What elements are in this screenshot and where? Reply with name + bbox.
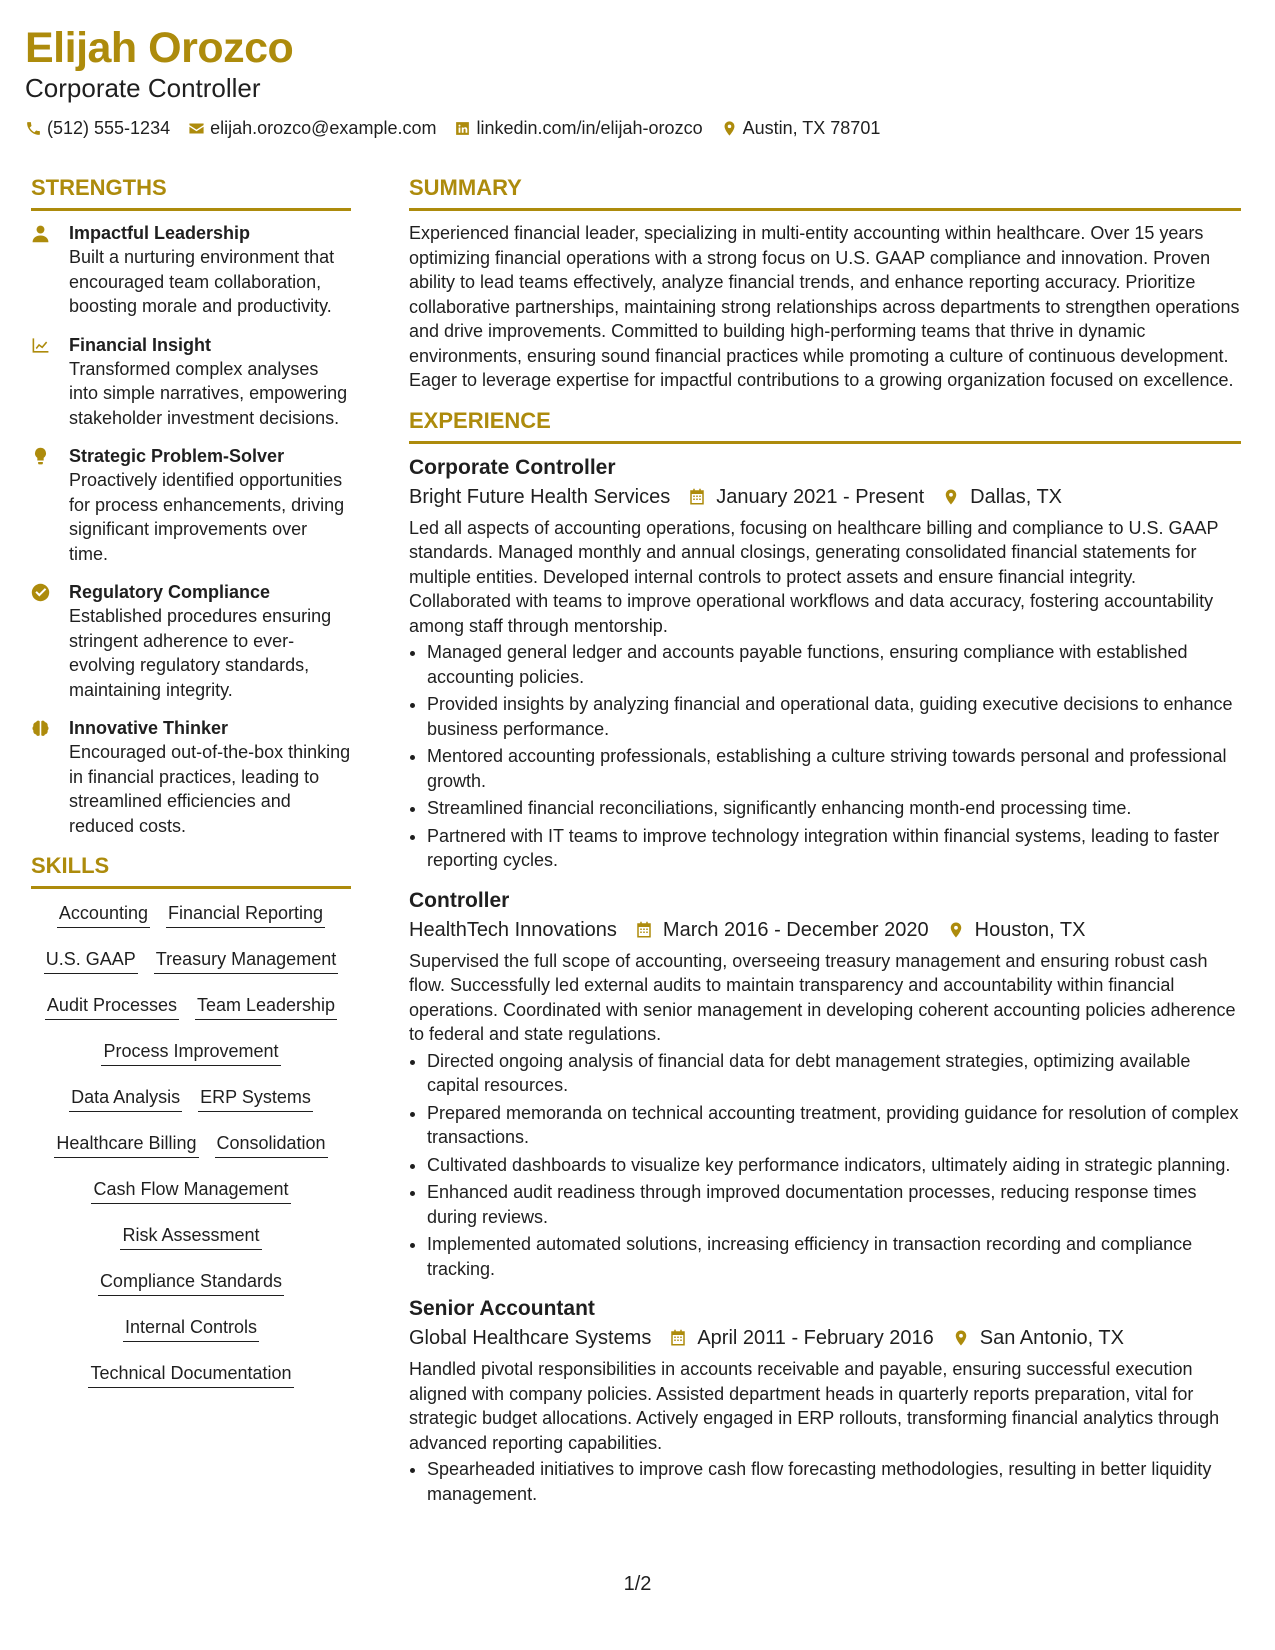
map-pin-icon [952,1329,970,1347]
left-column [31,174,351,1407]
bullet-item: • Prepared memoranda on technical accounting treatment, providing guidance for resolution of complex transactions. [427,1101,1241,1150]
contact-phone [25,116,170,140]
location-text: Austin, TX 78701 [742,118,881,138]
map-pin-icon [721,120,738,137]
strength-item [31,333,351,431]
strength-item [31,221,351,319]
bullet-item: • Mentored accounting professionals, establishing a culture striving towards personal and professional growth. [427,744,1241,793]
chart-line-icon [31,336,50,355]
experience-heading: EXPERIENCE [409,407,1241,444]
strength-desc: Established procedures ensuring stringent adherence to ever-evolving regulatory standards, maintaining integrity. [69,606,332,700]
skill-tag: Cash Flow Management [91,1177,290,1204]
strength-item [31,444,351,566]
linkedin-icon [454,120,471,137]
bullet-item: • Implemented automated solutions, increasing efficiency in transaction recording and compliance tracking. [427,1232,1241,1281]
lightbulb-icon [31,447,50,466]
bullet-item: • Spearheaded initiatives to improve cash flow forecasting methodologies, resulting in better liquidity management. [427,1457,1241,1506]
map-pin-icon [942,488,960,506]
bullet-item: • Streamlined financial reconciliations, significantly enhancing month-end processing time. [427,796,1241,821]
strength-title: Strategic Problem-Solver [69,446,285,466]
strength-desc: Transformed complex analyses into simple narratives, empowering stakeholder investment decisions. [69,358,348,428]
job-location: San Antonio, TX [979,1327,1124,1349]
skill-tag: Team Leadership [195,993,337,1020]
contact-linkedin[interactable] [454,116,702,140]
job-dates: March 2016 - December 2020 [662,918,929,941]
calendar-icon [635,921,653,939]
calendar-icon [669,1329,687,1347]
job-dates: January 2021 - Present [716,485,925,508]
job-title: Senior Accountant [409,1297,595,1320]
bullet-item: • Cultivated dashboards to visualize key performance indicators, ultimately aiding in strategic planning. [427,1153,1241,1178]
job-description: Supervised the full scope of accounting, overseeing treasury management and ensuring robust cash flow. Successfully led external audits to maintain transparency and accountability within financial operations. Coordinated with senior management in developing coherent accounting policies adherence to federal and state regulations. [409,950,1236,1044]
skill-tag: Healthcare Billing [54,1131,198,1158]
job-meta [409,482,1241,512]
phone-icon [25,120,42,137]
right-column [409,174,1241,1520]
job-entry [409,1295,1241,1506]
job-title: Controller [409,888,510,912]
skill-tag: Treasury Management [154,947,338,974]
strength-title: Regulatory Compliance [69,582,271,602]
summary-heading: SUMMARY [409,174,1241,211]
brain-icon [31,719,50,738]
bullet-item: • Partnered with IT teams to improve technology integration within financial systems, leading to faster reporting cycles. [427,824,1241,873]
strength-desc: Built a nurturing environment that encouraged team collaboration, boosting morale and productivity. [69,247,335,316]
bullet-item: • Managed general ledger and accounts payable functions, ensuring compliance with established accounting policies. [427,640,1241,689]
strength-title: Innovative Thinker [69,718,229,738]
skill-tag: ERP Systems [198,1085,313,1112]
skill-tag: Process Improvement [101,1039,280,1066]
job-dates: April 2011 - February 2016 [697,1327,934,1349]
skill-tag: Consolidation [215,1131,328,1158]
job-entry [409,887,1241,1282]
summary-text: Experienced financial leader, specializing in multi-entity accounting within healthcare. Over 15 years optimizing financial operations with a strong focus on U.S. GAAP compliance and innovation. Proven ability to lead teams effectively, analyze financial trends, and enhance reporting accuracy. Prioritize collaborative partnerships, maintaining strong relationships across departments to strengthen operations and drive improvements. Committed to building high-performing teams that thrive in dynamic environments, ensuring sound financial practices while promoting a culture of continuous development. Eager to leverage expertise for impactful contributions to a growing organization focused on excellence. [409,223,1240,390]
linkedin-link[interactable]: linkedin.com/in/elijah-orozco [476,118,703,138]
skills-list [31,901,351,1388]
strength-item [31,580,351,702]
job-title: Corporate Controller [409,455,616,479]
job-company: Global Healthcare Systems [409,1327,652,1349]
check-circle-icon [31,583,50,602]
skill-tag: Technical Documentation [88,1361,293,1388]
candidate-title: Corporate Controller [25,73,261,103]
strength-title: Financial Insight [69,334,212,355]
skill-tag: Accounting [57,901,150,928]
page-number: 1/2 [623,1573,652,1595]
job-company: HealthTech Innovations [409,918,617,941]
job-bullets [409,640,1241,873]
phone-text: (512) 555-1234 [47,118,171,138]
skill-tag: Risk Assessment [120,1223,261,1250]
contact-email[interactable] [188,116,436,140]
strength-desc: Proactively identified opportunities for process enhancements, driving significant improvements over time. [69,470,345,564]
job-company: Bright Future Health Services [409,485,671,508]
strength-item [31,716,351,838]
job-meta [409,915,1241,945]
skill-tag: Internal Controls [123,1315,259,1342]
skill-tag: Financial Reporting [166,901,325,928]
bullet-item: • Directed ongoing analysis of financial data for debt management strategies, optimizing available capital resources. [427,1049,1241,1098]
skills-heading: SKILLS [31,852,351,889]
contact-location [721,116,881,140]
candidate-name: Elijah Orozco [25,24,294,72]
skill-tag: Audit Processes [45,993,179,1020]
bullet-item: • Provided insights by analyzing financial and operational data, guiding executive decisions to enhance business performance. [427,692,1241,741]
skill-tag: U.S. GAAP [44,947,138,974]
job-location: Dallas, TX [970,485,1063,508]
user-icon [31,224,50,243]
job-meta [409,1323,1241,1353]
job-entry [409,454,1241,873]
job-bullets [409,1457,1241,1506]
skill-tag: Compliance Standards [98,1269,284,1296]
calendar-icon [688,488,706,506]
strengths-heading: STRENGTHS [31,174,351,211]
strength-desc: Encouraged out-of-the-box thinking in financial practices, leading to streamlined efficiencies and reduced costs. [69,742,351,836]
job-description: Handled pivotal responsibilities in accounts receivable and payable, ensuring successful execution aligned with company policies. Assisted department heads in quarterly reports preparation, vital for strategic budget allocations. Actively engaged in ERP rollouts, transforming financial analytics through advanced reporting capabilities. [409,1359,1220,1453]
bullet-item: • Enhanced audit readiness through improved documentation processes, reducing response times during reviews. [427,1180,1241,1229]
job-description: Led all aspects of accounting operations, focusing on healthcare billing and compliance to U.S. GAAP standards. Managed monthly and annual closings, generating consolidated financial statements for multiple entities. Developed internal controls to protect assets and ensure financial integrity. Collaborated with teams to improve operational workflows and data accuracy, fostering accountability among staff through mentorship. [409,517,1219,636]
job-bullets [409,1049,1241,1282]
email-link[interactable]: elijah.orozco@example.com [210,118,437,138]
resume-header [25,22,1250,140]
skill-tag: Data Analysis [69,1085,182,1112]
strength-title: Impactful Leadership [69,223,251,243]
contact-bar [25,116,1250,140]
job-location: Houston, TX [974,918,1086,941]
envelope-icon [188,120,205,137]
map-pin-icon [947,921,965,939]
